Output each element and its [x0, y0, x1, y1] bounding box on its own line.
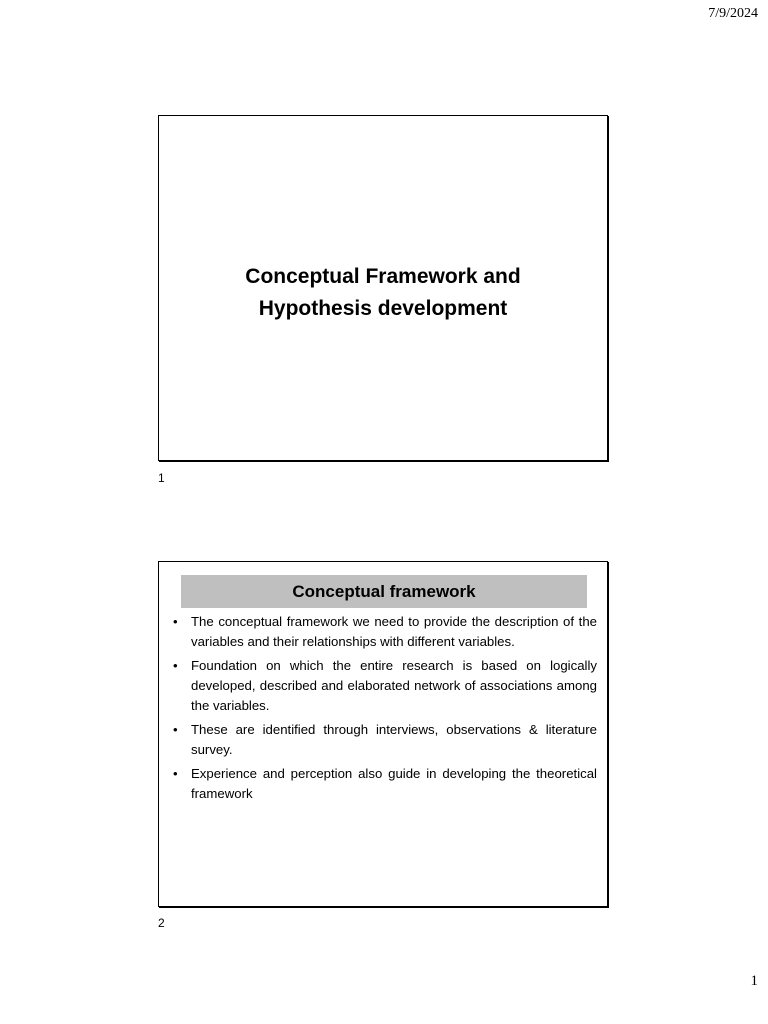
slide-title: [159, 261, 607, 325]
bullet-list: [171, 612, 597, 808]
bullet-text: These are identified through interviews, observations & literature survey.: [191, 722, 597, 757]
bullet-item: [171, 764, 597, 804]
bullet-item: [171, 612, 597, 652]
bullet-item: [171, 720, 597, 760]
bullet-text: Foundation on which the entire research is based on logically developed, described and elaborated network of associations among the variables.: [191, 658, 597, 713]
slide-1: [158, 115, 608, 461]
page-date: 7/9/2024: [708, 6, 758, 21]
bullet-icon: •: [173, 722, 178, 737]
slide-number-2: 2: [158, 916, 165, 930]
slide-heading: Conceptual framework: [181, 575, 587, 608]
bullet-text: The conceptual framework we need to provide the description of the variables and their relationships with different variables.: [191, 614, 597, 649]
bullet-icon: •: [173, 658, 178, 673]
slide-number-1: 1: [158, 471, 165, 485]
slide-title-line-2: Hypothesis development: [258, 297, 508, 320]
bullet-icon: •: [173, 766, 178, 781]
slide-title-line-1: Conceptual Framework and: [245, 265, 521, 288]
bullet-icon: •: [173, 614, 178, 629]
bullet-item: [171, 656, 597, 716]
page-number: 1: [750, 973, 758, 989]
slide-2: [158, 561, 608, 907]
bullet-text: Experience and perception also guide in developing the theoretical framework: [191, 766, 597, 801]
